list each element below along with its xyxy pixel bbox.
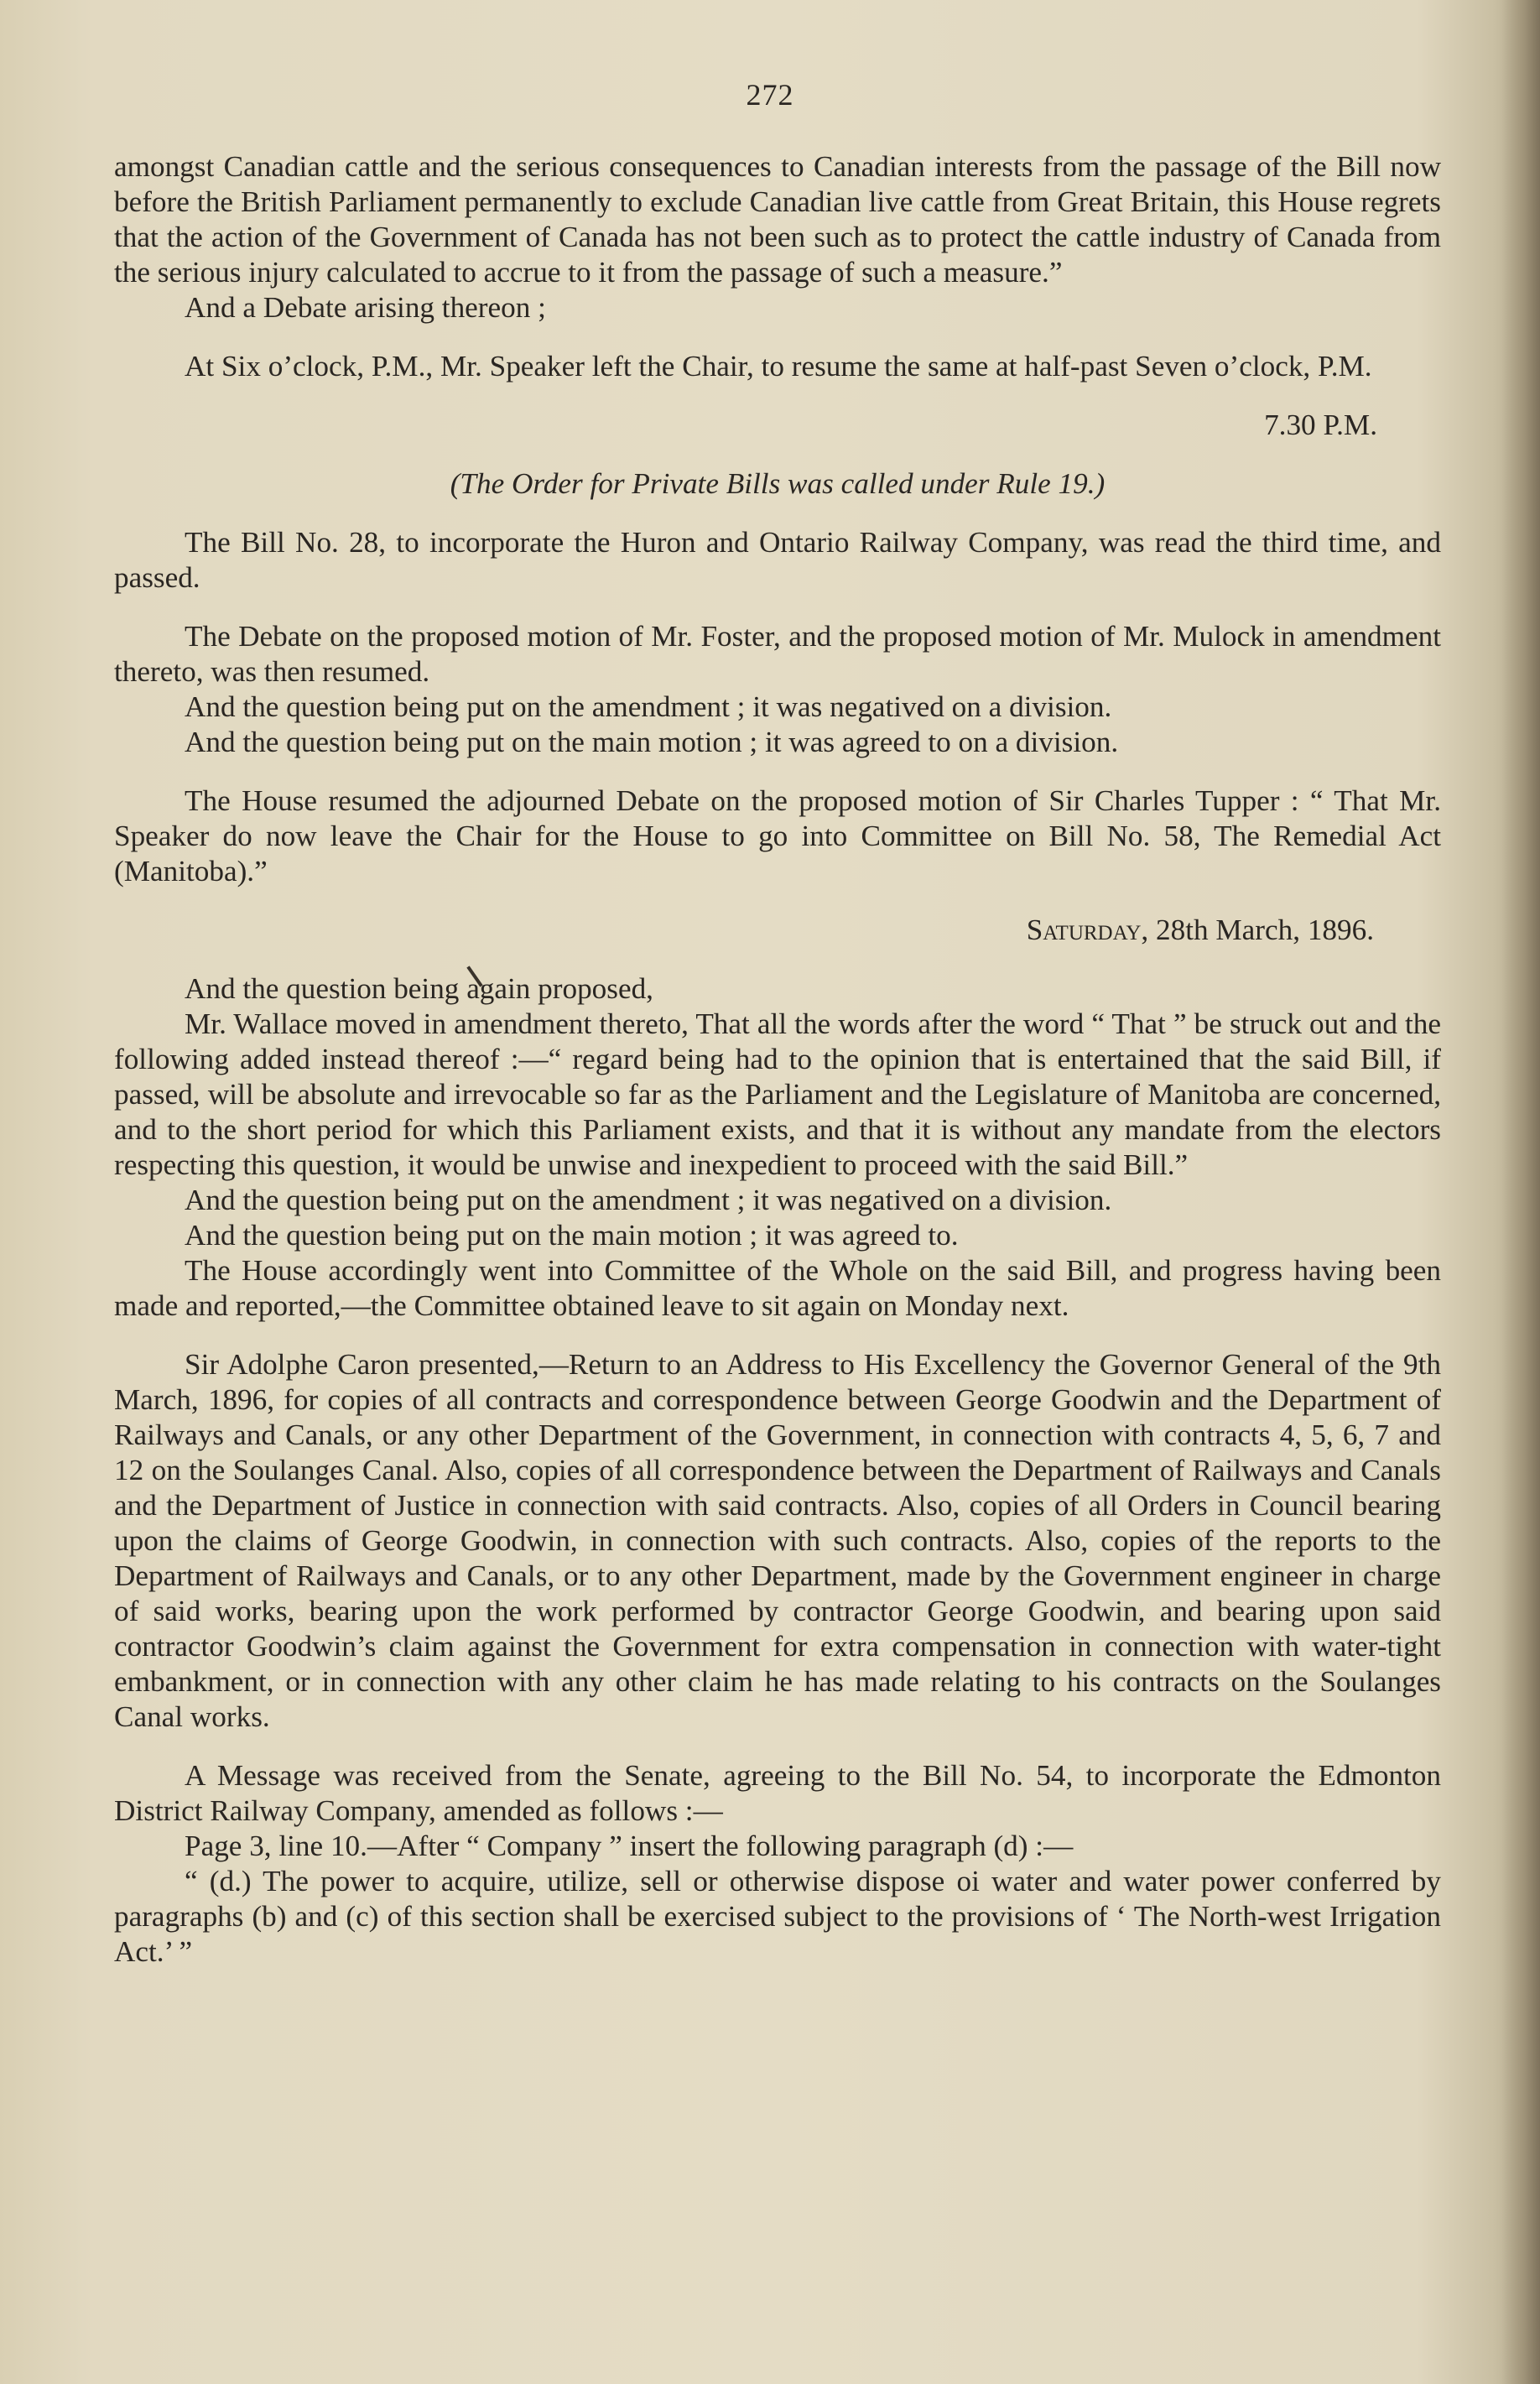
paragraph-committee: The House accordingly went into Committee of the Whole on the said Bill, and progress having been made and reported,—the Committee obtained leave to sit again on Monday next.	[114, 1254, 1441, 1322]
paragraph-main-motion-agreed-2: And the question being put on the main motion ; it was agreed to.	[185, 1219, 959, 1252]
paragraph-foster-debate: The Debate on the proposed motion of Mr. Foster, and the proposed motion of Mr. Mulock in amendment thereto, was then resumed.	[114, 620, 1441, 688]
date-rest: 28th March, 1896.	[1148, 914, 1374, 946]
date-day: Saturday,	[1026, 914, 1149, 946]
date-heading	[114, 913, 1441, 948]
page-edge-shadow	[1501, 0, 1540, 2384]
time-heading: 7.30 P.M.	[1264, 409, 1377, 441]
paragraph-bill-28: The Bill No. 28, to incorporate the Huron and Ontario Railway Company, was read the third time, and passed.	[114, 526, 1441, 594]
paragraph-senate-message: A Message was received from the Senate, agreeing to the Bill No. 54, to incorporate the Edmonton District Railway Company, amended as follows :—	[114, 1759, 1441, 1827]
paragraph-irrigation-provision: “ (d.) The power to acquire, utilize, sell or otherwise dispose oi water and water power conferred by paragraphs (b) and (c) of this section shall be exercised subject to the provisions of ‘ The North-west Irrigation Act.’ ”	[114, 1865, 1441, 1968]
paragraph-amendment-negatived-2: And the question being put on the amendment ; it was negatived on a division.	[185, 1184, 1112, 1216]
order-note: (The Order for Private Bills was called under Rule 19.)	[450, 467, 1106, 500]
paragraph-main-motion-agreed: And the question being put on the main motion ; it was agreed to on a division.	[185, 726, 1119, 758]
page-body	[114, 149, 1441, 1970]
paragraph-debate-arising: And a Debate arising thereon ;	[185, 291, 546, 324]
paragraph-page-3-line-10: Page 3, line 10.—After “ Company ” insert the following paragraph (d) :—	[185, 1830, 1074, 1862]
paragraph-speaker-left: At Six o’clock, P.M., Mr. Speaker left the Chair, to resume the same at half-past Seven o’clock, P.M.	[185, 350, 1372, 383]
paragraph-wallace-amendment: Mr. Wallace moved in amendment thereto, That all the words after the word “ That ” be struck out and the following added instead thereof :—“ regard being had to the opinion that is entertained that the said Bill, if passed, will be absolute and irrevocable so far as the Parliament and the Legislature of Manitoba are concerned, and to the short period for which this Parliament exists, and that it is without any mandate from the electors respecting this question, it would be unwise and inexpedient to proceed with the said Bill.”	[114, 1007, 1441, 1181]
paragraph-motion-end: amongst Canadian cattle and the serious consequences to Canadian interests from the passage of the Bill now before the British Parliament permanently to exclude Canadian live cattle from Great Britain, this House regrets that the action of the Government of Canada has not been such as to protect the cattle industry of Canada from the serious injury calculated to accrue to it from the passage of such a measure.”	[114, 150, 1441, 289]
paragraph-caron-return: Sir Adolphe Caron presented,—Return to an Address to His Excellency the Governor General of the 9th March, 1896, for copies of all contracts and correspondence between George Goodwin and the Department of Railways and Canals, or any other Department of the Government, in connection with contracts 4, 5, 6, 7 and 12 on the Soulanges Canal. Also, copies of all correspondence between the Department of Railways and Canals and the Department of Justice in connection with said contracts. Also, copies of all Orders in Council bearing upon the claims of George Goodwin, in connection with such contracts. Also, copies of the reports to the Department of Railways and Canals, or to any other Department, made by the Government engineer in charge of said works, bearing upon the work performed by contractor George Goodwin, and bearing upon said contractor Goodwin’s claim against the Government for extra compensation in connection with water-tight embankment, or in connection with any other claim he has made relating to his contracts on the Soulanges Canal works.	[114, 1348, 1441, 1733]
page-number: 272	[746, 78, 794, 112]
paragraph-tupper-debate: The House resumed the adjourned Debate on the proposed motion of Sir Charles Tupper : “ That Mr. Speaker do now leave the Chair for the House to go into Committee on Bill No. 58, The Remedial Act (Manitoba).”	[114, 784, 1441, 887]
paragraph-amendment-negatived: And the question being put on the amendment ; it was negatived on a division.	[185, 690, 1112, 723]
paragraph-question-proposed: And the question being again proposed,	[185, 972, 653, 1005]
